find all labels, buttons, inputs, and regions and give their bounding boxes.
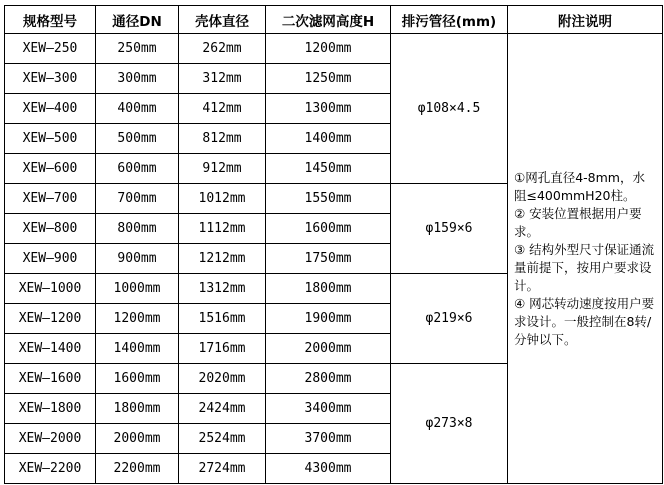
dn-cell: 2200mm (96, 454, 179, 484)
drain-pipe-cell: φ108×4.5 (391, 34, 508, 184)
column-header-filter-height: 二次滤网高度H (266, 6, 391, 34)
shell-diameter-cell: 1716mm (179, 334, 266, 364)
filter-height-cell: 1300mm (266, 94, 391, 124)
shell-diameter-cell: 2524mm (179, 424, 266, 454)
filter-height-cell: 1400mm (266, 124, 391, 154)
filter-height-cell: 1450mm (266, 154, 391, 184)
dn-cell: 1800mm (96, 394, 179, 424)
filter-height-cell: 1200mm (266, 34, 391, 64)
shell-diameter-cell: 1516mm (179, 304, 266, 334)
column-header-drain-pipe: 排污管径(mm) (391, 6, 508, 34)
column-header-notes: 附注说明 (508, 6, 663, 34)
shell-diameter-cell: 412mm (179, 94, 266, 124)
dn-cell: 900mm (96, 244, 179, 274)
filter-height-cell: 1250mm (266, 64, 391, 94)
shell-diameter-cell: 1212mm (179, 244, 266, 274)
shell-diameter-cell: 1312mm (179, 274, 266, 304)
model-cell: XEW—1400 (5, 334, 96, 364)
filter-height-cell: 2800mm (266, 364, 391, 394)
filter-height-cell: 1900mm (266, 304, 391, 334)
model-cell: XEW—2000 (5, 424, 96, 454)
note-item: ③ 结构外型尺寸保证通流量前提下，按用户要求设计。 (514, 241, 655, 293)
filter-height-cell: 3700mm (266, 424, 391, 454)
filter-height-cell: 3400mm (266, 394, 391, 424)
shell-diameter-cell: 1012mm (179, 184, 266, 214)
dn-cell: 2000mm (96, 424, 179, 454)
filter-height-cell: 1550mm (266, 184, 391, 214)
shell-diameter-cell: 2724mm (179, 454, 266, 484)
dn-cell: 1400mm (96, 334, 179, 364)
dn-cell: 1600mm (96, 364, 179, 394)
shell-diameter-cell: 812mm (179, 124, 266, 154)
model-cell: XEW—300 (5, 64, 96, 94)
spec-table (4, 5, 663, 484)
model-cell: XEW—600 (5, 154, 96, 184)
dn-cell: 500mm (96, 124, 179, 154)
model-cell: XEW—500 (5, 124, 96, 154)
filter-height-cell: 1800mm (266, 274, 391, 304)
shell-diameter-cell: 1112mm (179, 214, 266, 244)
drain-pipe-cell: φ219×6 (391, 274, 508, 364)
model-cell: XEW—900 (5, 244, 96, 274)
drain-pipe-cell: φ273×8 (391, 364, 508, 484)
filter-height-cell: 1750mm (266, 244, 391, 274)
shell-diameter-cell: 312mm (179, 64, 266, 94)
model-cell: XEW—250 (5, 34, 96, 64)
model-cell: XEW—1600 (5, 364, 96, 394)
notes-cell (508, 34, 663, 484)
filter-height-cell: 2000mm (266, 334, 391, 364)
column-header-model: 规格型号 (5, 6, 96, 34)
column-header-dn: 通径DN (96, 6, 179, 34)
model-cell: XEW—400 (5, 94, 96, 124)
header-row (5, 6, 663, 34)
dn-cell: 1000mm (96, 274, 179, 304)
drain-pipe-cell: φ159×6 (391, 184, 508, 274)
model-cell: XEW—800 (5, 214, 96, 244)
dn-cell: 1200mm (96, 304, 179, 334)
model-cell: XEW—700 (5, 184, 96, 214)
shell-diameter-cell: 2020mm (179, 364, 266, 394)
model-cell: XEW—2200 (5, 454, 96, 484)
note-item: ①网孔直径4-8mm，水阻≤400mmH20柱。 (514, 169, 645, 203)
column-header-shell: 壳体直径 (179, 6, 266, 34)
shell-diameter-cell: 262mm (179, 34, 266, 64)
dn-cell: 600mm (96, 154, 179, 184)
filter-height-cell: 1600mm (266, 214, 391, 244)
dn-cell: 400mm (96, 94, 179, 124)
model-cell: XEW—1000 (5, 274, 96, 304)
dn-cell: 800mm (96, 214, 179, 244)
table-row (5, 34, 663, 64)
shell-diameter-cell: 912mm (179, 154, 266, 184)
model-cell: XEW—1200 (5, 304, 96, 334)
shell-diameter-cell: 2424mm (179, 394, 266, 424)
model-cell: XEW—1800 (5, 394, 96, 424)
dn-cell: 300mm (96, 64, 179, 94)
dn-cell: 250mm (96, 34, 179, 64)
note-item: ② 安装位置根据用户要求。 (514, 205, 642, 239)
dn-cell: 700mm (96, 184, 179, 214)
filter-height-cell: 4300mm (266, 454, 391, 484)
note-item: ④ 网芯转动速度按用户要求设计。一般控制在8转/分钟以下。 (514, 295, 655, 347)
